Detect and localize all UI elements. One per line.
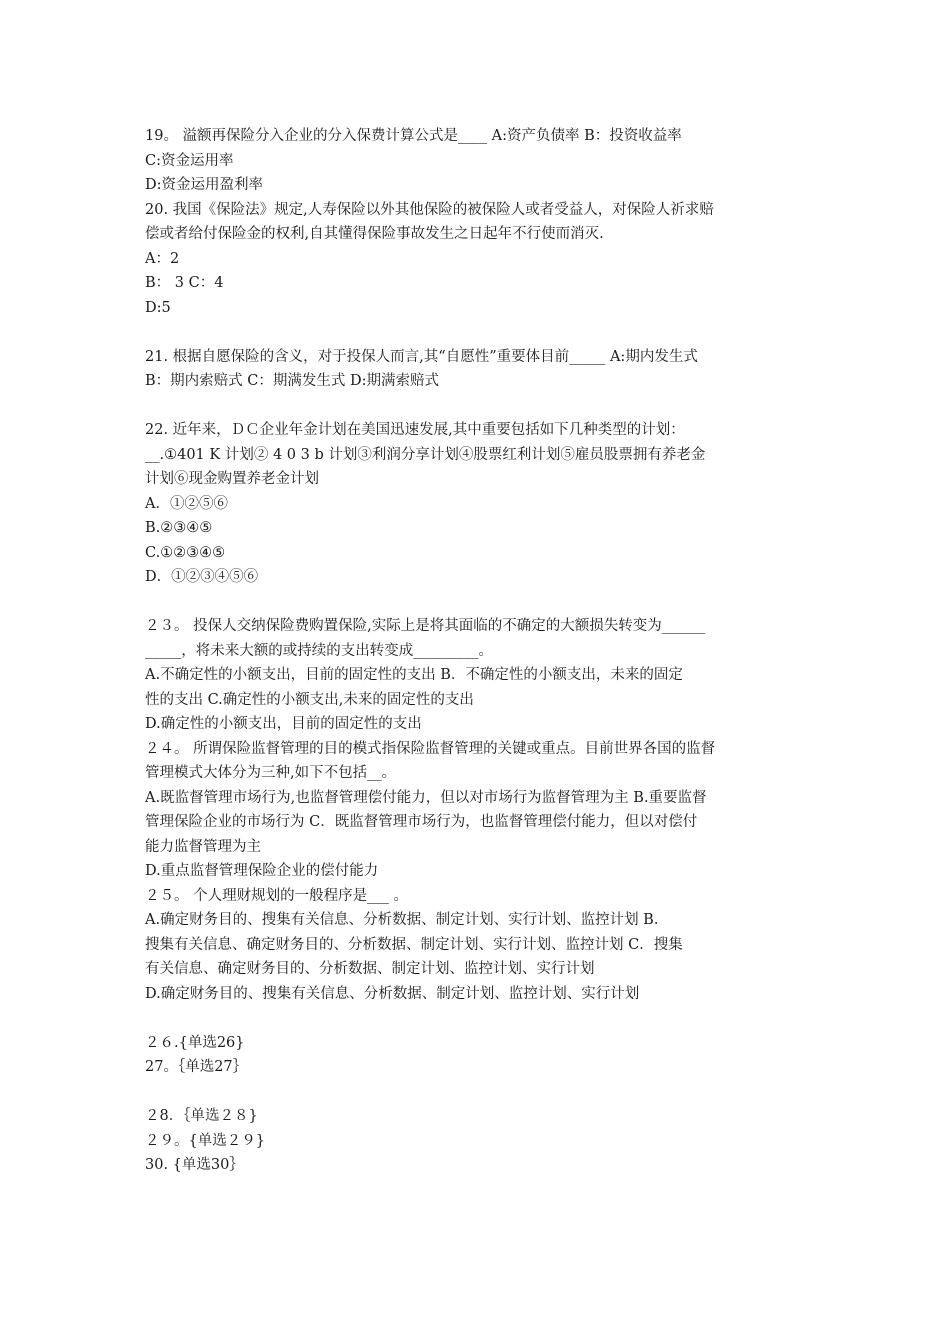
question-24-line-2: 管理模式大体分为三种,如下不包括__。 (145, 765, 397, 781)
spacer (145, 1006, 810, 1031)
question-26: ２６.{单选26} (145, 1034, 245, 1051)
question-20-line-4: B： 3 C：4 (145, 275, 224, 291)
question-20-line-3: A：2 (145, 250, 180, 267)
question-23-line-3: A.不确定性的小额支出，目前的固定性的支出 B．不确定性的小额支出，未来的固定 (145, 667, 683, 683)
spacer (145, 320, 810, 345)
question-27: 27。｛单选27｝ (145, 1059, 248, 1075)
question-22-line-6: C.①②③④⑤ (145, 544, 226, 561)
spacer (145, 394, 810, 419)
question-24-line-5: 能力监督管理为主 (145, 838, 261, 855)
question-22-line-4: A．①②⑤⑥ (145, 495, 228, 512)
question-23-line-4: 性的支出 C.确定性的小额支出,未来的固定性的支出 (145, 691, 474, 708)
question-22-line-3: 计划⑥现金购置养老金计划 (145, 471, 319, 487)
question-25-line-1: ２５。 个人理财规划的一般程序是___ 。 (145, 887, 408, 904)
question-22-line-2: __.①401 K 计划② 4 0 3 b 计划③利润分享计划④股票红利计划⑤雇员股票拥有养老金 (145, 446, 706, 463)
question-25-line-3: 搜集有关信息、确定财务目的、分析数据、制定计划、实行计划、监控计划 C．搜集 (145, 936, 683, 953)
question-20-line-1: 20. 我国《保险法》规定,人寿保险以外其他保险的被保险人或者受益人，对保险人祈求赔 (145, 201, 714, 218)
question-22-line-1: 22. 近年来，ＤＣ企业年金计划在美国迅速发展,其中重要包括如下几种类型的计划： (145, 422, 685, 438)
question-24-line-3: A.既监督管理市场行为,也监督管理偿付能力，但以对市场行为监督管理为主 B.重要监督 (145, 789, 707, 806)
question-21-line-2: B：期内索赔式 C：期满发生式 D:期满索赔式 (145, 373, 439, 389)
question-23-line-1: ２３。 投保人交纳保险费购置保险,实际上是将其面临的不确定的大额损失转变为______ (145, 618, 706, 634)
question-23-line-5: D.确定性的小额支出，目前的固定性的支出 (145, 716, 422, 732)
spacer (145, 1080, 810, 1105)
question-21-line-1: 21. 根据自愿保险的含义，对于投保人而言,其“自愿性”重要体目前_____ A:期内发生式 (145, 348, 698, 365)
question-25-line-4: 有关信息、确定财务目的、分析数据、制定计划、监控计划、实行计划 (145, 961, 595, 977)
question-23-line-2: _____，将未来大额的或持续的支出转变成_________。 (145, 642, 493, 659)
question-30: 30. {单选30｝ (145, 1157, 244, 1173)
question-19-line-3: D:资金运用盈利率 (145, 177, 264, 193)
document-body (145, 124, 810, 1178)
question-25-line-5: D.确定财务目的、搜集有关信息、分析数据、制定计划、监控计划、实行计划 (145, 985, 640, 1002)
question-29: ２９。{单选２９} (145, 1132, 265, 1149)
question-24-line-1: ２４。 所谓保险监督管理的目的模式指保险监督管理的关键或重点。目前世界各国的监督 (145, 740, 716, 757)
question-19-line-1: 19。 溢额再保险分入企业的分入保费计算公式是____ A:资产负债率 B：投资收益率 (145, 128, 682, 144)
spacer (145, 590, 810, 615)
question-24-line-6: D.重点监督管理保险企业的偿付能力 (145, 863, 379, 879)
question-20-line-2: 偿或者给付保险金的权利,自其懂得保险事故发生之日起年不行使而消灭. (145, 226, 604, 242)
question-24-line-4: 管理保险企业的市场行为 C．既监督管理市场行为，也监督管理偿付能力，但以对偿付 (145, 814, 698, 830)
question-25-line-2: A.确定财务目的、搜集有关信息、分析数据、制定计划、实行计划、监控计划 B. (145, 912, 659, 928)
question-20-line-5: D:5 (145, 299, 171, 316)
question-28: ２8．｛单选２８} (145, 1108, 258, 1124)
question-22-line-7: D．①②③④⑤⑥ (145, 569, 259, 585)
question-19-line-2: C:资金运用率 (145, 152, 234, 169)
question-22-line-5: B.②③④⑤ (145, 520, 213, 536)
